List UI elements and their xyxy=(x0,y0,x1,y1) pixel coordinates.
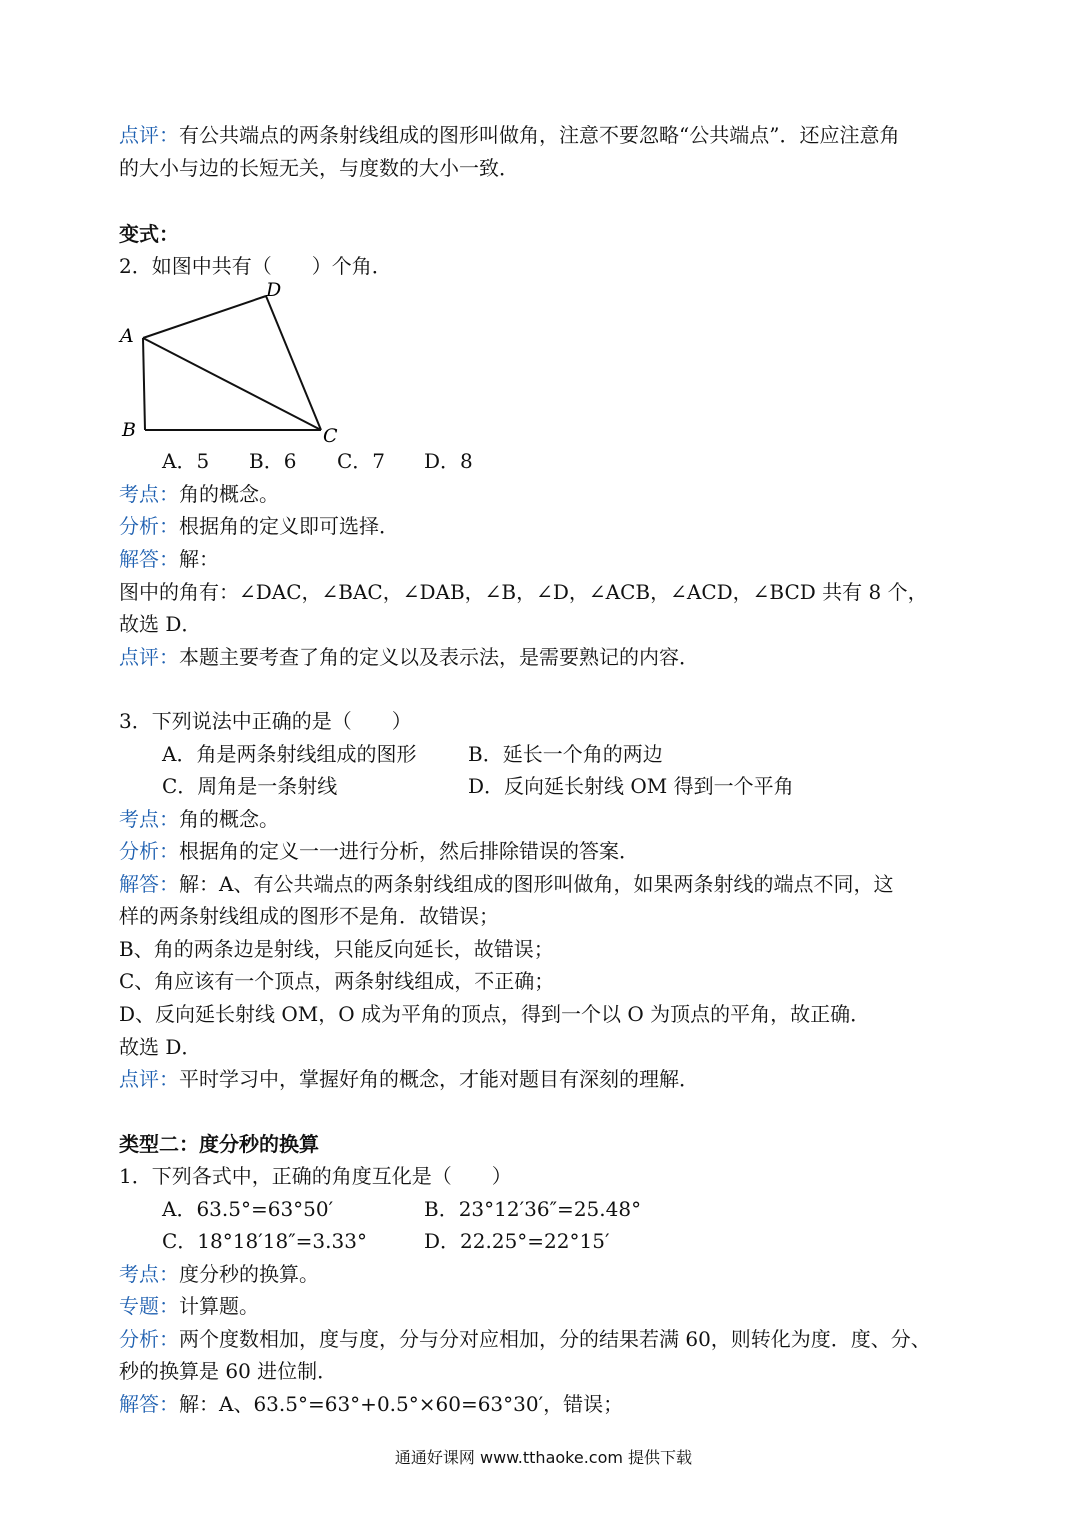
figure-label-a: A xyxy=(120,325,134,347)
variant-heading: 变式： xyxy=(119,222,179,246)
q3-fenxi-text: 根据角的定义一一进行分析，然后排除错误的答案． xyxy=(179,839,639,863)
q2-answer-line-1: 图中的角有：∠DAC，∠BAC，∠DAB，∠B，∠D，∠ACB，∠ACD，∠BCD 共有 8 个， xyxy=(119,580,928,604)
label-fenxi: 分析： xyxy=(119,839,179,863)
q3-option-c: C．周角是一条射线 xyxy=(162,774,338,798)
figure-label-b: B xyxy=(122,419,136,441)
t2q1-option-b: B．23°12′36″=25.48° xyxy=(424,1197,642,1221)
label-jieda: 解答： xyxy=(119,1392,179,1416)
figure-label-d: D xyxy=(266,279,282,301)
q3-jieda-text: 解：A、有公共端点的两条射线组成的图形叫做角，如果两条射线的端点不同，这 xyxy=(179,872,894,896)
quadrilateral-figure xyxy=(110,276,350,448)
q2-option-c: C．7 xyxy=(337,449,386,473)
label-fenxi: 分析： xyxy=(119,1327,179,1351)
label-dianping: 点评： xyxy=(119,123,179,147)
type2-heading: 类型二：度分秒的换算 xyxy=(119,1132,319,1156)
t2q1-option-c: C．18°18′18″=3.33° xyxy=(162,1229,367,1253)
q3-jieda-line-4: C、角应该有一个顶点，两条射线组成，不正确； xyxy=(119,969,555,993)
t2q1-kaodian xyxy=(119,1261,319,1287)
q3-option-a: A．角是两条射线组成的图形 xyxy=(162,742,417,766)
q2-option-a: A．5 xyxy=(162,449,210,473)
q3-jieda-line-2: 样的两条射线组成的图形不是角．故错误； xyxy=(119,904,499,928)
q2-kaodian-text: 角的概念。 xyxy=(179,482,279,506)
q3-stem: 3．下列说法中正确的是（ ） xyxy=(119,709,412,733)
t2q1-fenxi-line-2: 秒的换算是 60 进位制． xyxy=(119,1359,338,1383)
q3-dianping-text: 平时学习中，掌握好角的概念，才能对题目有深刻的理解． xyxy=(179,1067,699,1091)
label-zhuanti: 专题： xyxy=(119,1294,179,1318)
t2q1-fenxi-line-1 xyxy=(119,1326,931,1352)
t2q1-option-d: D．22.25°=22°15′ xyxy=(424,1229,610,1253)
q3-dianping xyxy=(119,1066,699,1092)
q2-fenxi xyxy=(119,513,399,539)
page-footer: 通通好课网 www.tthaoke.com 提供下载 xyxy=(394,1448,693,1467)
comment-line-1 xyxy=(119,122,899,148)
label-fenxi: 分析： xyxy=(119,514,179,538)
t2q1-option-a: A．63.5°=63°50′ xyxy=(162,1197,334,1221)
q2-kaodian xyxy=(119,481,279,507)
q3-option-b: B．延长一个角的两边 xyxy=(468,742,663,766)
q3-jieda-line-6: 故选 D． xyxy=(119,1035,202,1059)
q2-dianping-text: 本题主要考查了角的定义以及表示法，是需要熟记的内容． xyxy=(179,645,699,669)
t2q1-jieda xyxy=(119,1391,623,1417)
q2-option-d: D．8 xyxy=(424,449,473,473)
t2q1-stem: 1．下列各式中，正确的角度互化是（ ） xyxy=(119,1164,512,1188)
comment-line-2: 的大小与边的长短无关，与度数的大小一致． xyxy=(119,156,519,180)
t2q1-zhuanti-text: 计算题。 xyxy=(179,1294,259,1318)
q2-jieda xyxy=(119,546,219,572)
q2-stem: 2．如图中共有（ ）个角． xyxy=(119,254,392,278)
q2-dianping xyxy=(119,644,699,670)
q2-fenxi-text: 根据角的定义即可选择． xyxy=(179,514,399,538)
t2q1-fenxi-text: 两个度数相加，度与度，分与分对应相加，分的结果若满 60，则转化为度．度、分、 xyxy=(179,1327,931,1351)
label-jieda: 解答： xyxy=(119,872,179,896)
label-kaodian: 考点： xyxy=(119,807,179,831)
comment-text: 有公共端点的两条射线组成的图形叫做角，注意不要忽略“公共端点”．还应注意角 xyxy=(179,123,900,147)
t2q1-kaodian-text: 度分秒的换算。 xyxy=(179,1262,319,1286)
figure-label-c: C xyxy=(323,425,338,447)
t2q1-zhuanti xyxy=(119,1293,259,1319)
q3-jieda-line-1 xyxy=(119,871,893,897)
label-dianping: 点评： xyxy=(119,1067,179,1091)
q3-jieda-line-3: B、角的两条边是射线，只能反向延长，故错误； xyxy=(119,937,554,961)
q3-kaodian xyxy=(119,806,279,832)
q2-answer-line-2: 故选 D． xyxy=(119,612,202,636)
label-dianping: 点评： xyxy=(119,645,179,669)
label-kaodian: 考点： xyxy=(119,1262,179,1286)
q3-option-d: D．反向延长射线 OM 得到一个平角 xyxy=(468,774,794,798)
q3-kaodian-text: 角的概念。 xyxy=(179,807,279,831)
t2q1-jieda-text: 解：A、63.5°=63°+0.5°×60=63°30′，错误； xyxy=(179,1392,624,1416)
label-kaodian: 考点： xyxy=(119,482,179,506)
q2-option-b: B．6 xyxy=(249,449,297,473)
q3-jieda-line-5: D、反向延长射线 OM，O 成为平角的顶点，得到一个以 O 为顶点的平角，故正确． xyxy=(119,1002,871,1026)
q3-fenxi xyxy=(119,838,639,864)
label-jieda: 解答： xyxy=(119,547,179,571)
q2-jieda-text: 解： xyxy=(179,547,219,571)
